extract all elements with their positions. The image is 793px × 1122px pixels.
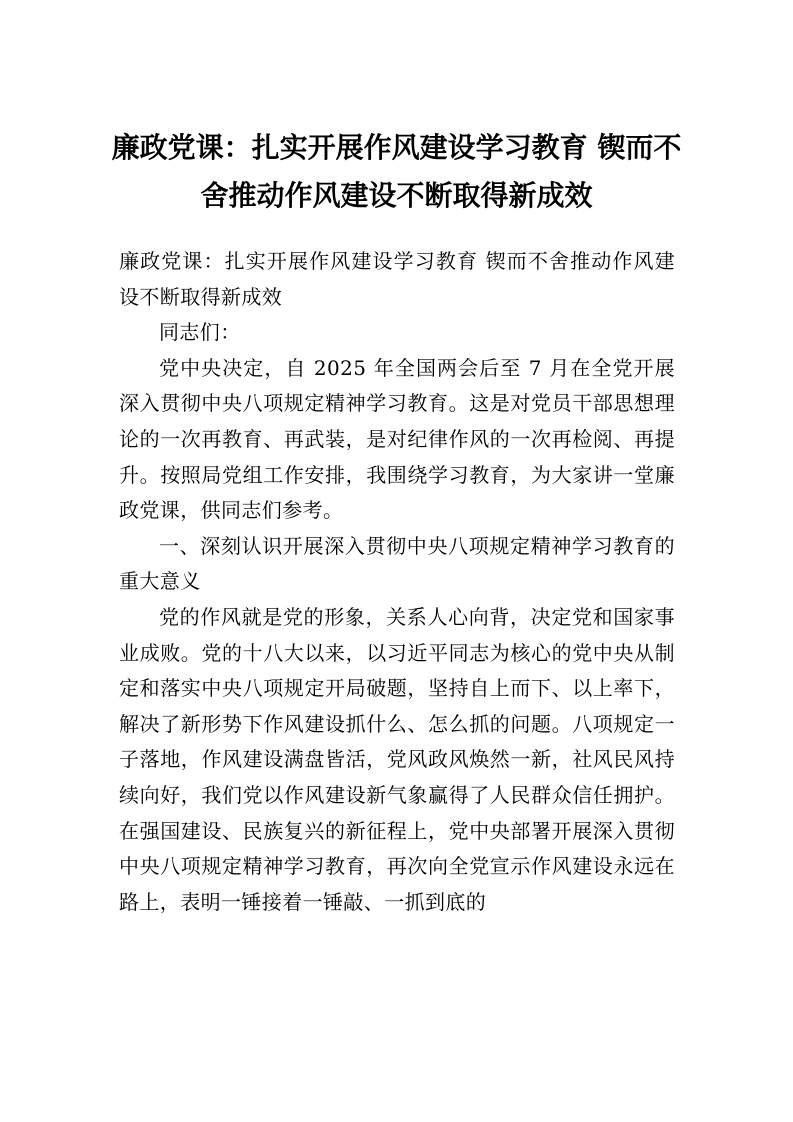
section-heading: 一、深刻认识开展深入贯彻中央八项规定精神学习教育的重大意义 [119,533,675,594]
body-paragraph: 党的作风就是党的形象，关系人心向背，决定党和国家事业成败。党的十八大以来，以习近平同志为核心的党中央从制定和落实中央八项规定开局破题，坚持自上而下、以上率下，解决了新形势下作风建设抓什么、怎么抓的问题。八项规定一子落地，作风建设满盘皆活，党风政风焕然一新，社风民风持续向好，我们党以作风建设新气象赢得了人民群众信任拥护。在强国建设、民族复兴的新征程上，党中央部署开展深入贯彻中央八项规定精神学习教育，再次向全党宣示作风建设永远在路上，表明一锤接着一锤敲、一抓到底的 [119,604,675,914]
intro-paragraph: 党中央决定，自 2025 年全国两会后至 7 月在全党开展深入贯彻中央八项规定精神学习教育。这是对党员干部思想理论的一次再教育、再武装，是对纪律作风的一次再检阅、再提升。按照局党组工作安排，我围绕学习教育，为大家讲一堂廉政党课，供同志们参考。 [119,355,675,523]
salutation-paragraph: 同志们： [159,320,241,345]
document-title: 廉政党课：扎实开展作风建设学习教育 锲而不舍推动作风建设不断取得新成效 [111,131,682,212]
document-body [119,244,675,920]
subtitle-paragraph: 廉政党课：扎实开展作风建设学习教育 锲而不舍推动作风建设不断取得新成效 [119,249,675,309]
